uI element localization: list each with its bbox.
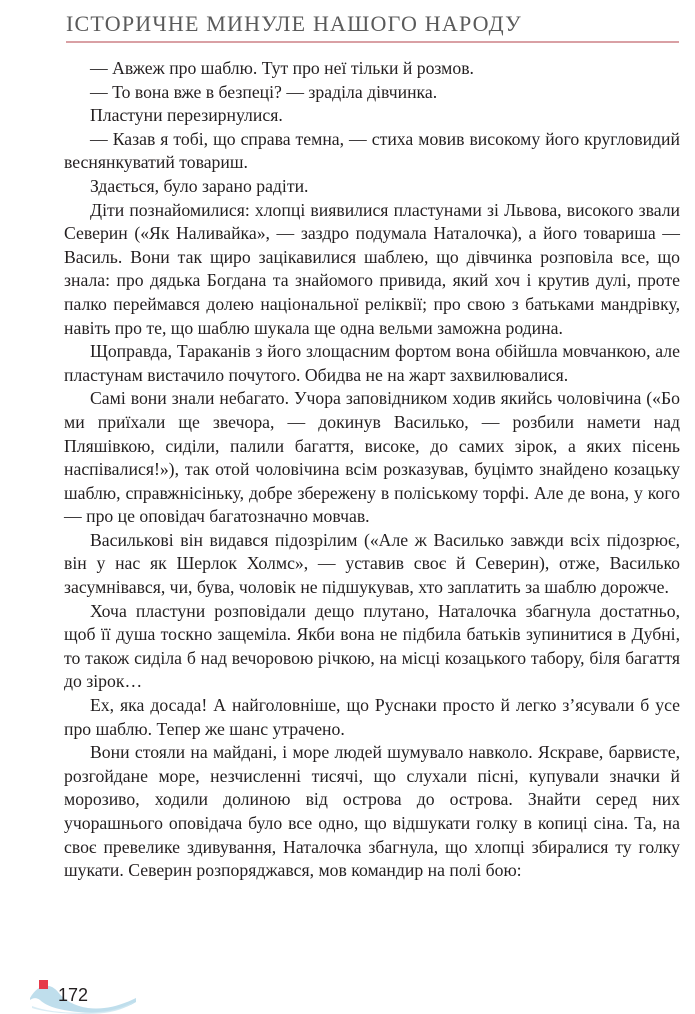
body-text (64, 57, 680, 883)
paragraph: — Авжеж про шаблю. Тут про неї тільки й розмов. (90, 58, 474, 78)
running-header (66, 10, 679, 44)
paragraph: — Казав я тобі, що справа темна, — стиха мовив високому його кругловидий веснянкуватий товариш. (64, 128, 680, 173)
paragraph: Вони стояли на майдані, і море людей шумувало навколо. Яскраве, барвисте, розгойдане море, незчисленні тисячі, що слухали пісні, купували значки й морозиво, ходили долиною від острова до острова. Знайти серед них учорашнього оповідача було все одно, що відшукати голку в копиці сіна. Та, на своє превелике здивування, Наталочка збагнула, що хлопці збиралися ту голку шукати. Северин розпоряджався, мов командир на полі бою: (64, 742, 680, 881)
page-number: 172 (58, 985, 89, 1005)
header-title: ІСТОРИЧНЕ МИНУЛЕ НАШОГО НАРОДУ (66, 11, 522, 36)
paragraph: Василькові він видався підозрілим («Але ж Василько завжди всіх підозрює, він у нас як Шерлок Холмс», — уставив своє й Северин), отже, Василько засумнівався, чи, бува, чоловік не підшукував, хто заплатить за шаблю дорожче. (64, 529, 680, 598)
page-marker-square (39, 980, 48, 989)
paragraph: Щоправда, Тараканів з його злощасним фортом вона обійшла мовчанкою, але пластунам вистачило почутого. Обидва не на жарт захвилювалися. (64, 341, 680, 385)
paragraph: — То вона вже в безпеці? — зраділа дівчинка. (90, 81, 438, 102)
paragraph: Хоча пластуни розповідали дещо плутано, Наталочка збагнула достатньо, щоб її душа тоскно защеміла. Якби вона не підбила батьків зупинитися в Дубні, то також сиділа б над вечоровою річкою, на місці козацького табору, біля багаття до зірок… (64, 600, 680, 692)
header-divider (66, 41, 679, 43)
paragraph: Самі вони знали небагато. Учора заповідником ходив якийсь чоловічина («Бо ми приїхали ще звечора, — докинув Василько, — розбили намети над Пляшівкою, сиділи, палили багаття, високе, до самих зірок, а яких пісень наспівалися!»), так отой чоловічина всім розказував, буцімто знайдено козацьку шаблю, справжнісіньку, добре збережену в поліському торфі. Але де вона, у кого — про це оповідач багатозначно мовчав. (64, 388, 680, 527)
paragraph: Діти познайомилися: хлопці виявилися пластунами зі Львова, високого звали Северин («Як Наливайка», — заздро подумала Наталочка), а його товариша — Василь. Вони так щиро зацікавилися шаблею, що дівчинка розповіла все, що знала: про дядька Богдана та знайомого привида, який хоч і крутив дулі, проте палко переймався долею національної реліквії; про свою з батьками мандрівку, навіть про те, що шаблю шукала ще одна вельми заможна родина. (64, 199, 680, 338)
paragraph: Пластуни перезирнулися. (90, 105, 283, 126)
paragraph: Здається, було зарано радіти. (90, 175, 309, 196)
paragraph: Ех, яка досада! А найголовніше, що Руснаки просто й легко з’ясували б усе про шаблю. Тепер же шанс утрачено. (64, 695, 680, 739)
